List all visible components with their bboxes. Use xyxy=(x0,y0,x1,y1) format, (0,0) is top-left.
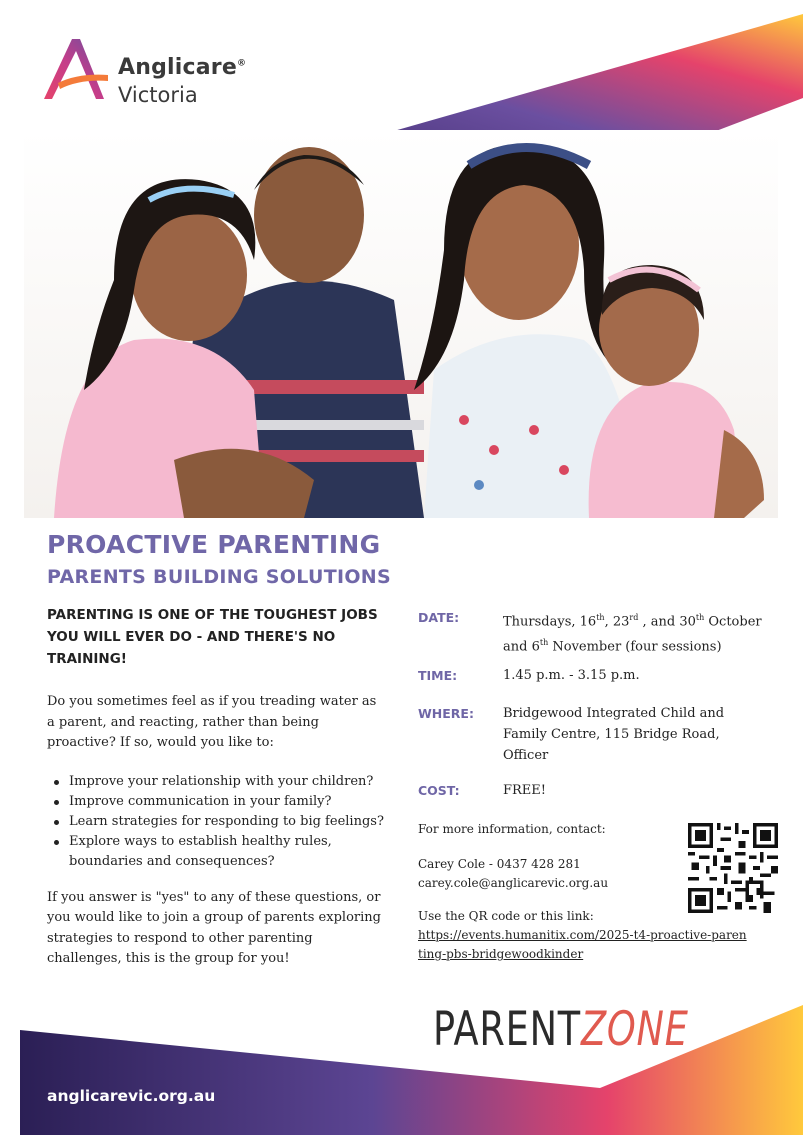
lead-text: PARENTING IS ONE OF THE TOUGHEST JOBS YOU WILL EVER DO - AND THERE'S NO TRAINING! xyxy=(47,607,378,667)
contact-block xyxy=(418,820,747,964)
parentzone-part2: ZONE xyxy=(580,1002,689,1057)
page-title: PROACTIVE PARENTING xyxy=(47,530,381,559)
time-row xyxy=(418,665,778,686)
brand-sub: Victoria xyxy=(118,83,198,107)
intro-text: Do you sometimes feel as if you treading water as a parent, and reacting, rather than being proactive? If so, would you like to: xyxy=(47,694,377,750)
date-value: Thursdays, 16th, 23rd , and 30th October and 6th November (four sessions) xyxy=(503,613,762,655)
registered-mark: ® xyxy=(236,58,247,69)
qr-code-icon[interactable] xyxy=(688,823,778,913)
parentzone-part1: PARENT xyxy=(433,1002,581,1057)
page-subtitle: PARENTS BUILDING SOLUTIONS xyxy=(47,566,391,588)
registration-link[interactable]: https://events.humanitix.com/2025-t4-proactive-parenting-pbs-bridgewoodkinder xyxy=(418,928,747,961)
cost-row xyxy=(418,780,778,801)
family-photo xyxy=(24,130,778,518)
contact-heading: For more information, contact: xyxy=(418,822,606,836)
date-row xyxy=(418,607,778,658)
time-label: TIME: xyxy=(418,668,458,683)
parentzone-logo xyxy=(433,1002,689,1057)
where-row xyxy=(418,703,778,766)
contact-name-phone: Carey Cole - 0437 428 281 xyxy=(418,857,581,871)
where-value: Bridgewood Integrated Child and Family Centre, 115 Bridge Road, Officer xyxy=(503,706,725,763)
where-label: WHERE: xyxy=(418,706,474,721)
closing-text: If you answer is "yes" to any of these questions, or you would like to join a group of parents exploring strategies to respond to other parenting challenges, this is the group for you! xyxy=(47,889,381,966)
anglicare-a-icon xyxy=(38,33,110,105)
contact-email[interactable]: carey.cole@anglicarevic.org.au xyxy=(418,876,609,890)
brand-name: Anglicare xyxy=(118,55,237,80)
list-item: Improve your relationship with your children? xyxy=(53,772,387,792)
list-item: Learn strategies for responding to big feelings? xyxy=(53,812,387,832)
anglicare-logo xyxy=(38,33,258,108)
footer-url[interactable]: anglicarevic.org.au xyxy=(47,1087,216,1105)
list-item: Explore ways to establish healthy rules, boundaries and consequences? xyxy=(53,832,387,872)
list-item: Improve communication in your family? xyxy=(53,792,387,812)
left-column xyxy=(47,604,387,970)
cost-value: FREE! xyxy=(503,783,547,798)
qr-lead-text: Use the QR code or this link: xyxy=(418,909,594,923)
cost-label: COST: xyxy=(418,783,460,798)
date-label: DATE: xyxy=(418,610,460,625)
time-value: 1.45 p.m. - 3.15 p.m. xyxy=(503,668,640,683)
benefits-list xyxy=(53,772,387,872)
